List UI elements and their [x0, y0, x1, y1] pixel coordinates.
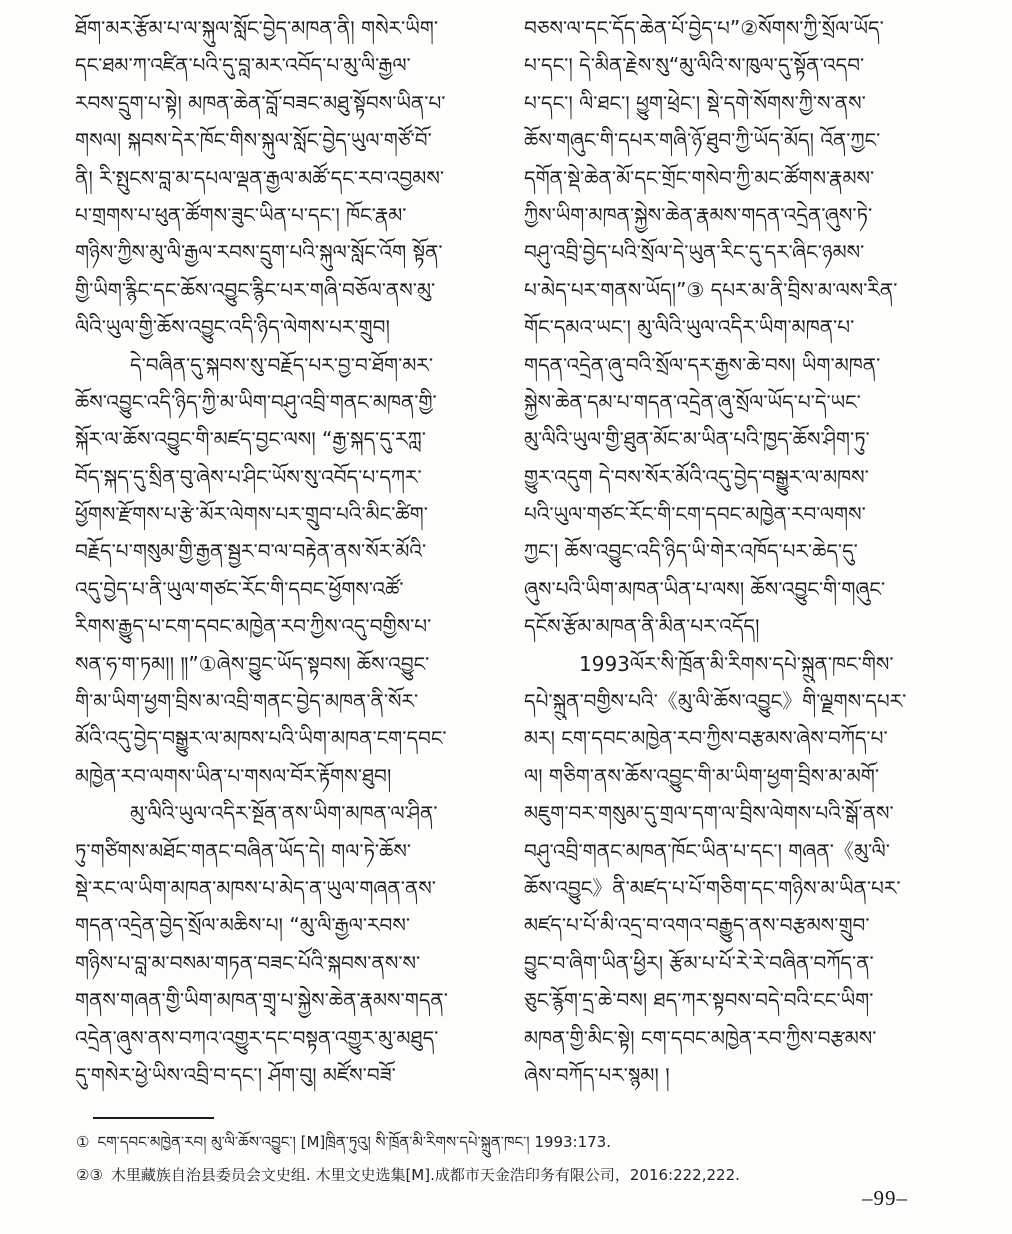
text-line: གི་མ་ཡིག་ཕྱག་བྲིས་མ་འབྲི་གནང་བྱེད་མཁན་ནི་སོར་: [75, 689, 419, 714]
footnote-separator-rule: [93, 1117, 214, 1119]
text-line: མཇུག་བར་གསུམ་དུ་གྲལ་དག་ལ་བྲིས་ལེགས་པའི་སྒོ་ནས་: [524, 801, 894, 826]
text-line: བཅས་ལ་དང་དོད་ཆེན་པོ་བྱེད་པ”②སོགས་ཀྱི་སྲོལ་ཡོད་: [524, 16, 884, 40]
text-line: ལ། གཅིག་ནས་ཆོས་འབྱུང་གི་མ་ཡིག་ཕྱག་བྲིས་མ་མགོ་: [524, 763, 880, 788]
text-line: པ་མེད་པར་གནས་ཡོད།”③ དཔར་མ་ནི་བྲིས་མ་ལས་རིན་: [524, 277, 898, 302]
footnote-marker: ②③: [76, 1168, 103, 1184]
right-column: [524, 10, 951, 1094]
text-line: མུ་ལིའི་ཡུལ་གྱི་ཐུན་མོང་མ་ཡིན་པའི་ཁྱད་ཆོས་ཤིག་ཏུ་: [524, 427, 870, 452]
text-line: མོའི་འདུ་བྱེད་བསྒྱུར་ལ་མཁས་པའི་ཡིག་མཁན་ངག་དབང་: [75, 726, 447, 751]
text-line: དགོན་སྡེ་ཆེན་མོ་དང་གྲོང་གསེབ་ཀྱི་མང་ཚོགས་རྣམས་: [524, 165, 875, 190]
text-line: པ་གྲགས་པ་ཕུན་ཚོགས་ཟུང་ཡིན་པ་དང་། ཁོང་རྣམ་: [75, 202, 407, 227]
paragraph: [524, 646, 951, 1095]
text-line: མཁྱེན་རབ་ལགས་ཡིན་པ་གསལ་བོར་རྟོགས་ཐུབ།: [75, 763, 392, 788]
text-line: པ་དང་། ལི་ཐང་། ཕྱུག་ཕྲེང་། སྡེ་དགེ་སོགས་ཀྱི་ས་ནས་: [524, 90, 866, 115]
text-line: སྐྱེས་ཆེན་དམ་པ་གདན་འདྲེན་ཞུ་སྲོལ་ཡོད་པ་དེ་ཡང་: [524, 389, 861, 414]
text-line: ཀྱང་། ཆོས་འབྱུང་འདི་ཉིད་ཡི་གེར་འཁོད་པར་ཆེད་དུ་: [524, 539, 858, 564]
text-line: བཤུ་འབྲི་བྱེད་པའི་སྲོལ་དེ་ཡུན་རིང་དུ་དར་ཞིང་ཉམས་: [524, 240, 865, 265]
text-line: གྱི་ཡིག་རྙིང་དང་ཆོས་འབྱུང་རྙིང་པར་གཞི་བཅོལ་ནས་མུ་: [75, 277, 436, 302]
text-line: གཉིས་ཀྱིས་མུ་ལི་རྒྱལ་རབས་དྲུག་པའི་སྐུལ་སློང་འོག སྟོན་: [75, 240, 443, 265]
text-line: གོང་དམའ་ཡང་། མུ་ལིའི་ཡུལ་འདིར་ཡིག་མཁན་པ་: [524, 315, 855, 340]
text-line: ཏུ་གཙིགས་མཐོང་གནང་བཞིན་ཡོད་དེ། གལ་ཏེ་ཆོས་: [75, 838, 412, 863]
text-line: ཐོག་མར་རྩོམ་པ་ལ་སྐུལ་སློང་བྱེད་མཁན་ནི། གསེར་ཡིག་: [75, 16, 439, 40]
text-line: དུ་གསེར་ཕྱེ་ཡིས་འབྲི་བ་དང་། ཤོག་བུ། མཛོས་བཟོ་: [75, 1062, 396, 1087]
text-line: ཞུས་པའི་ཡིག་མཁན་ཡིན་པ་ལས། ཆོས་འབྱུང་གི་གཞུང་: [524, 576, 886, 601]
text-line: སྡེ་རང་ལ་ཡིག་མཁན་མཁས་པ་མེད་ན་ཡུལ་གཞན་ནས་: [75, 875, 436, 900]
page-number: –99–: [862, 1186, 908, 1210]
text-line: རིགས་རྒྱུད་པ་ངག་དབང་མཁྱེན་རབ་ཀྱིས་འདུ་བགྱིས་པ་: [75, 614, 432, 639]
text-line: ཀྱིས་ཡིག་མཁན་སྐྱེས་ཆེན་རྣམས་གདན་འདྲེན་ཞུས་ཏེ་: [524, 202, 873, 227]
text-line: དེ་བཞིན་དུ་སྐབས་སུ་བརྗོད་པར་བྱ་བ་ཐོག་མར་: [130, 352, 434, 377]
text-line: གདན་འདྲེན་བྱེད་སྲོལ་མཆིས་པ། “མུ་ལི་རྒྱལ་རབས་: [75, 913, 411, 938]
paragraph: [524, 10, 951, 646]
paragraph: [75, 347, 502, 796]
text-line: ལིའི་ཡུལ་གྱི་ཆོས་འབྱུང་འདི་ཉིད་ལེགས་པར་གྲུབ།: [75, 315, 390, 340]
text-line: མུ་ལིའི་ཡུལ་འདིར་སྔོན་ནས་ཡིག་མཁན་ལ་ཤིན་: [130, 801, 438, 826]
text-columns: [75, 10, 950, 1094]
text-line: འདྲེན་ཞུས་ནས་བཀའ་འགྱུར་དང་བསྟན་འགྱུར་མུ་མཐུད་: [75, 1025, 439, 1050]
text-line: ནི། རི་སྤུངས་བླ་མ་དཔལ་ལྡན་རྒྱལ་མཚོ་དང་རབ་འབྱམས་: [75, 165, 445, 190]
text-line: པའི་ཡུལ་གཙང་རོང་གི་ངག་དབང་མཁྱེན་རབ་ལགས་: [524, 502, 866, 527]
text-line: དང་ཐམ་ཀ་འཛིན་པའི་དུ་བླ་མར་འབོད་པ་མུ་ལི་རྒྱལ་: [75, 53, 411, 78]
text-line: 1993ལོར་སི་ཁྲོན་མི་རིགས་དཔེ་སྐྲུན་ཁང་གིས་: [579, 651, 894, 676]
left-column: [75, 10, 502, 1094]
text-line: ཆོས་གཞུང་གི་དཔར་གཞི་ཉོ་ཐུབ་ཀྱི་ཡོད་མོད། འོན་ཀྱང་: [524, 128, 881, 153]
text-line: ཆོས་འབྱུང》ནི་མཛད་པ་པོ་གཅིག་དང་གཉིས་མ་ཡིན་པར་: [524, 875, 901, 900]
footnote-text: ངག་དབང་མཁྱེན་རབ། མུ་ལི་ཆོས་འབྱུང་། [M]ཁྲིན་ཏུའུ། སི་ཁྲོན་མི་རིགས་དཔེ་སྐྲུན་ཁང་། 1993:173.: [97, 1133, 611, 1151]
text-line: པ་དང་། དེ་མིན་རྗེས་སུ“མུ་ལིའི་ས་ཁུལ་དུ་སྟོན་འདབ་: [524, 53, 865, 78]
text-line: ཕྱོགས་རྫོགས་པ་རྩེ་མོར་ལེགས་པར་གྲུབ་པའི་མིང་ཚིག་: [75, 502, 428, 527]
footnote-marker: ①: [76, 1135, 90, 1151]
text-line: བརྗོད་པ་གསུམ་གྱི་རྒྱན་སྦྱར་བ་ལ་བརྟེན་ནས་སོར་མོའི་: [75, 539, 427, 564]
footnotes-block: [76, 1126, 950, 1192]
text-line: མཛད་པ་པོ་མི་འདྲ་བ་འགའ་བརྒྱུད་ནས་བརྩམས་གྲུབ་: [524, 913, 870, 938]
text-line: གྱུར་འདུག དེ་བས་སོར་མོའི་འདུ་བྱེད་བསྒྱུར་ལ་མཁས་: [524, 464, 869, 489]
text-line: གདན་འདྲེན་ཞུ་བའི་སྲོལ་དར་རྒྱས་ཆེ་བས། ཡིག་མཁན་: [524, 352, 881, 377]
text-line: གཉིས་པ་བླ་མ་བསམ་གཏན་བཟང་པོའི་སྐབས་ནས་ས་: [75, 950, 421, 975]
footnote-item: [76, 1159, 950, 1192]
text-line: གསལ། སྐབས་དེར་ཁོང་གིས་སྐུལ་སློང་བྱེད་ཡུལ་གཙོ་བོ་: [75, 128, 432, 153]
text-line: སན་ཧ་ག་ཏམ།། ༎”①ཞེས་བྱུང་ཡོད་སྟབས། ཆོས་འབྱུང་: [75, 651, 430, 676]
footnote-text: 木里藏族自治县委员会文史组. 木里文史选集[M].成都市天金浩印务有限公司，2016:222,222.: [110, 1166, 740, 1184]
paragraph: [75, 795, 502, 1094]
footnote-item: [76, 1126, 950, 1159]
paragraph: [75, 10, 502, 347]
text-line: སྐོར་ལ་ཆོས་འབྱུང་གི་མཛད་བྱང་ལས། “རྒྱ་སྐད་དུ་རཀླ་: [75, 427, 426, 452]
text-line: བྱུང་བ་ཞིག་ཡིན་ཕྱིར། རྩོམ་པ་པོ་རེ་རེ་བཞིན་བཀོད་ན་: [524, 950, 874, 975]
text-line: དངོས་རྩོམ་མཁན་ནི་མིན་པར་འདོད།: [524, 614, 760, 639]
text-line: རབས་དྲུག་པ་སྟེ། མཁན་ཆེན་བློ་བཟང་མཐུ་སྟོབས་ཡིན་པ་: [75, 90, 446, 115]
text-line: བཤུ་འབྲི་གནང་མཁན་ཁོང་ཡིན་པ་དང་། གཞན་《མུ་ལི་: [524, 838, 890, 863]
text-line: བོད་སྐད་དུ་སྲིན་བུ་ཞེས་པ་ཤིང་ཡོས་སུ་འབོད་པ་དཀར་: [75, 464, 422, 489]
text-line: ཅུང་རྙོག་དྲ་ཆེ་བས། ཐད་ཀར་སྟབས་བདེ་བའི་ངང་ཡིག་: [524, 988, 874, 1013]
text-line: དཔེ་སྐྲུན་བགྱིས་པའི་《མུ་ལི་ཆོས་འབྱུང》གི་ལྗགས་དཔར་: [524, 689, 907, 714]
text-line: གནས་གཞན་གྱི་ཡིག་མཁན་གྲྭ་པ་སྐྱེས་ཆེན་རྣམས་གདན་: [75, 988, 448, 1013]
text-line: མཁན་གྱི་མིང་སྟེ། ངག་དབང་མཁྱེན་རབ་ཀྱིས་བརྩམས་: [524, 1025, 877, 1050]
text-line: ཞེས་བཀོད་པར་སྙམ། །: [524, 1062, 670, 1087]
text-line: མར། ངག་དབང་མཁྱེན་རབ་ཀྱིས་བརྩམས་ཞེས་བཀོད་པ་: [524, 726, 888, 751]
text-line: འདུ་བྱེད་པ་ནི་ཡུལ་གཙང་རོང་གི་དབང་ཕྱོགས་འཚོ་: [75, 576, 404, 601]
text-line: ཆོས་འབྱུང་འདི་ཉིད་ཀྱི་མ་ཡིག་བཤུ་འབྲི་གནང་མཁན་གྱི་: [75, 389, 437, 414]
